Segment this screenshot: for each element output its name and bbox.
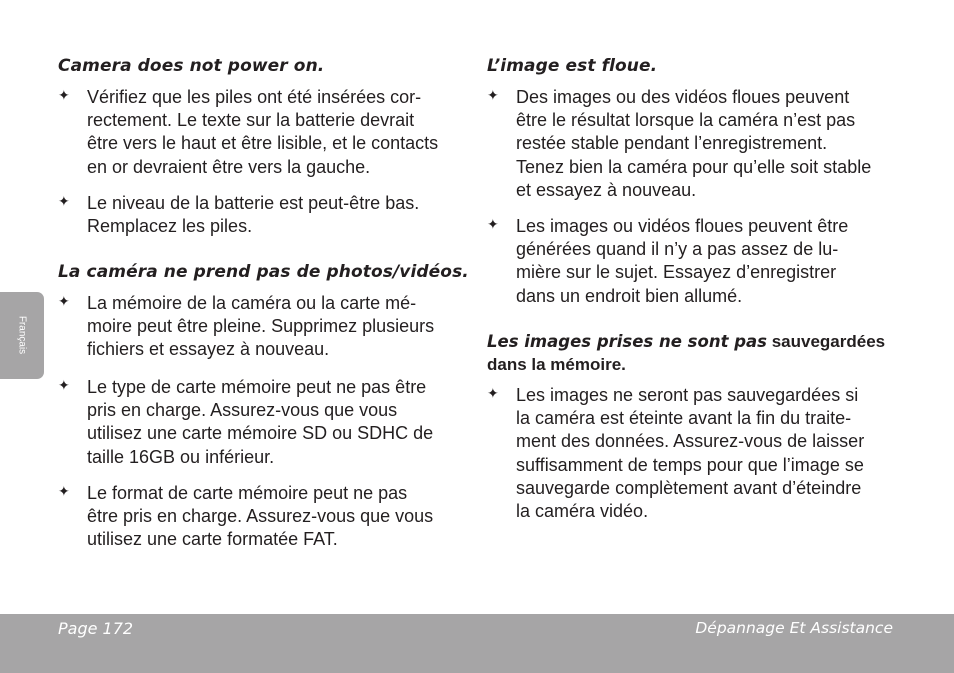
heading-italic-part: Les images prises ne sont pas xyxy=(487,332,767,351)
section-heading-power: Camera does not power on. xyxy=(58,56,325,76)
bullet-icon: ✦ xyxy=(487,216,499,232)
heading-bold-part: sauvegardées dans la mémoire. xyxy=(487,332,886,374)
list-item xyxy=(487,384,864,523)
list-item xyxy=(58,86,438,179)
section-heading-photos: La caméra ne prend pas de photos/vidéos. xyxy=(58,262,469,282)
list-item xyxy=(487,86,871,202)
list-item xyxy=(58,482,433,552)
page-number: Page 172 xyxy=(58,619,134,638)
list-item-text: Le niveau de la batterie est peut-être bas. Remplacez les piles. xyxy=(87,193,420,237)
bullet-icon: ✦ xyxy=(487,385,499,401)
bullet-icon: ✦ xyxy=(58,377,70,393)
list-item-text: Le format de carte mémoire peut ne pas être pris en charge. Assurez-vous que vous utilisez une carte formatée FAT. xyxy=(87,483,434,550)
list-item-text: Les images ne seront pas sauvegardées si la caméra est éteinte avant la fin du traite- ment des données. Assurez-vous de laisser suffisamment de temps pour que l’image se sauvegarde complètement avant d’éteindre la caméra vidéo. xyxy=(516,385,865,522)
bullet-icon: ✦ xyxy=(487,87,499,103)
list-item xyxy=(58,376,433,469)
language-tab-label: Français xyxy=(16,315,28,355)
list-item xyxy=(58,192,419,238)
bullet-icon: ✦ xyxy=(58,87,70,103)
bullet-icon: ✦ xyxy=(58,483,70,499)
section-heading-not-saved xyxy=(487,330,885,376)
list-item xyxy=(58,292,434,362)
bullet-icon: ✦ xyxy=(58,193,70,209)
language-tab xyxy=(0,292,44,379)
list-item-text: La mémoire de la caméra ou la carte mé- moire peut être pleine. Supprimez plusieurs fichiers et essayez à nouveau. xyxy=(87,293,435,360)
list-item-text: Vérifiez que les piles ont été insérées cor- rectement. Le texte sur la batterie devrait être vers le haut et être lisible, et le contacts en or devraient être vers la gauche. xyxy=(87,87,439,177)
list-item-text: Le type de carte mémoire peut ne pas être pris en charge. Assurez-vous que vous utilisez une carte mémoire SD ou SDHC de taille 16GB ou inférieur. xyxy=(87,377,434,467)
list-item xyxy=(487,215,848,308)
section-title: Dépannage Et Assistance xyxy=(695,619,893,637)
section-heading-blurry: L’image est floue. xyxy=(487,56,658,76)
list-item-text: Les images ou vidéos floues peuvent être générées quand il n’y a pas assez de lu- mière sur le sujet. Essayez d’enregistrer dans un endroit bien allumé. xyxy=(516,216,849,306)
bullet-icon: ✦ xyxy=(58,293,70,309)
list-item-text: Des images ou des vidéos floues peuvent être le résultat lorsque la caméra n’est pas restée stable pendant l’enregistrement. Tenez bien la caméra pour qu’elle soit stable et essayez à nouveau. xyxy=(516,87,872,200)
footer-band xyxy=(0,614,954,673)
